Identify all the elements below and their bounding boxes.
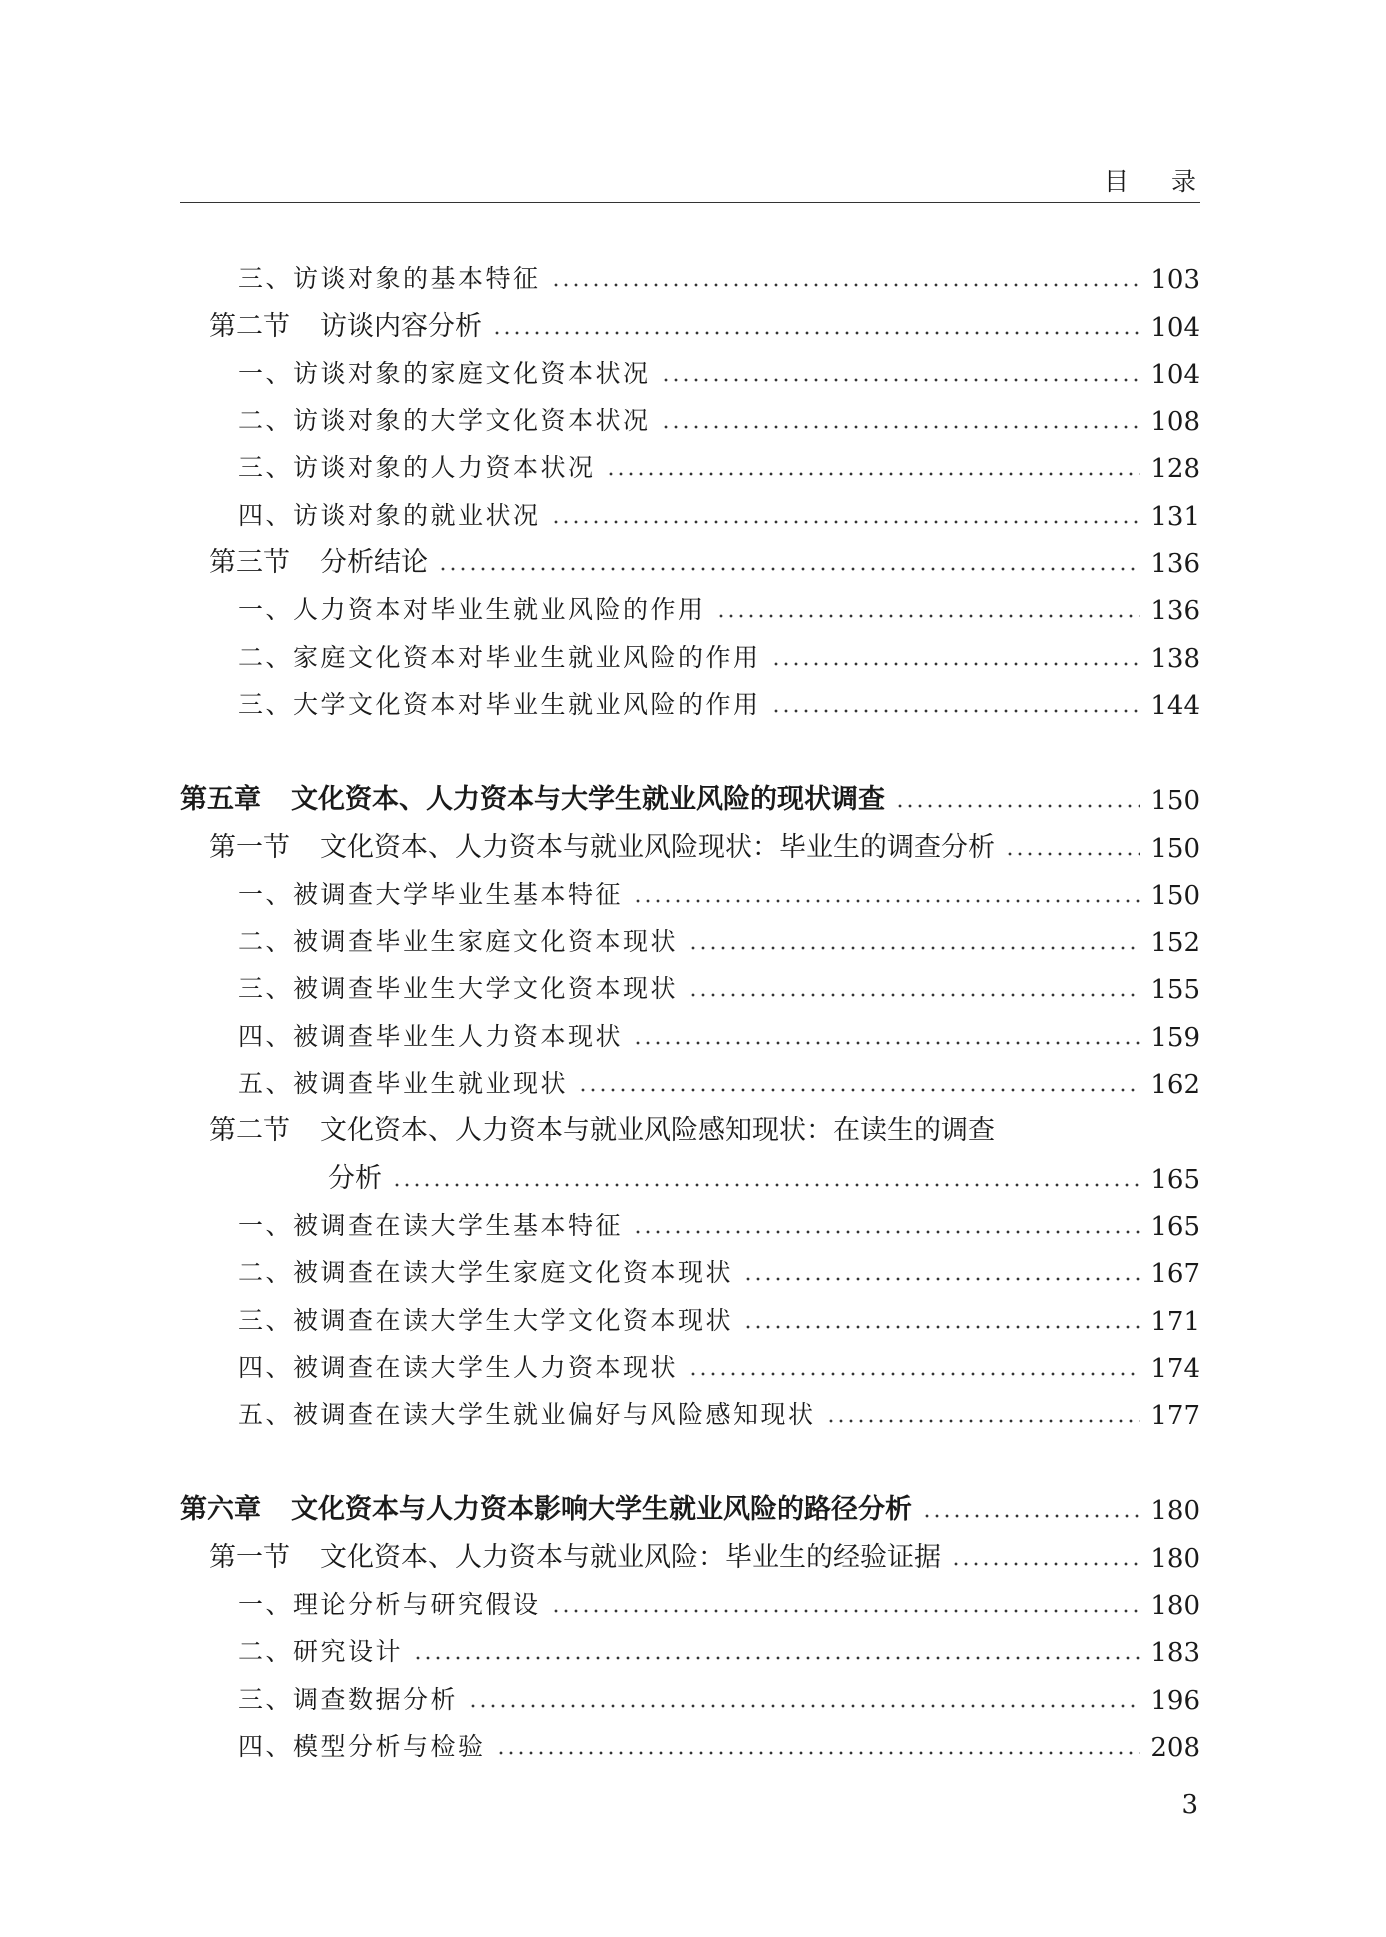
leader-dots [468, 1704, 1140, 1708]
leader-dots [826, 1419, 1141, 1423]
toc-section-number: 第一节 [209, 831, 290, 863]
toc-page-number: 180 [1150, 1591, 1200, 1622]
toc-page-number: 183 [1150, 1638, 1200, 1669]
toc-chapter-entry [180, 1479, 1200, 1526]
toc-entry-title: 文化资本与人力资本影响大学生就业风险的路径分析 [291, 1494, 912, 1526]
toc-entry-label [209, 304, 482, 343]
toc-section-entry [180, 1100, 1200, 1147]
toc-entry-label [180, 1487, 912, 1526]
toc-entry-title: 文化资本、人力资本与就业风险感知现状：在读生的调查 [320, 1115, 995, 1147]
toc-entry-title: 五、被调查在读大学生就业偏好与风险感知现状 [238, 1400, 816, 1430]
toc-entry-title: 三、访谈对象的基本特征 [238, 264, 541, 294]
toc-item-entry [180, 626, 1200, 673]
toc-page-number: 128 [1150, 454, 1200, 485]
toc-item-entry [180, 1621, 1200, 1668]
leader-dots [413, 1656, 1140, 1660]
leader-dots [496, 1751, 1141, 1755]
toc-section-entry [180, 816, 1200, 863]
toc-entry-title: 四、被调查毕业生人力资本现状 [238, 1021, 624, 1051]
toc-item-entry [180, 1289, 1200, 1336]
toc-page-number: 108 [1150, 407, 1200, 438]
toc-entry-title: 一、访谈对象的家庭文化资本状况 [238, 358, 651, 388]
toc-item-entry [180, 484, 1200, 531]
toc-page-number: 196 [1150, 1685, 1200, 1716]
toc-page-number: 104 [1150, 359, 1200, 390]
toc-chapter-entry [180, 769, 1200, 816]
table-of-contents [180, 248, 1200, 1763]
toc-page-number: 136 [1150, 549, 1200, 580]
toc-page-number: 138 [1150, 643, 1200, 674]
page-number: 3 [1181, 1790, 1198, 1820]
leader-dots [951, 1562, 1140, 1566]
leader-dots [716, 614, 1141, 618]
toc-entry-title: 二、访谈对象的大学文化资本状况 [238, 406, 651, 436]
toc-chapter-number: 第五章 [180, 784, 261, 816]
chapter-gap [180, 721, 1200, 769]
toc-entry-title: 一、人力资本对毕业生就业风险的作用 [238, 595, 706, 625]
toc-section-number: 第二节 [209, 310, 290, 342]
toc-item-entry [180, 1337, 1200, 1384]
toc-item-entry [180, 958, 1200, 1005]
toc-entry-title: 二、研究设计 [238, 1637, 404, 1667]
running-header-title: 目录 [1103, 167, 1238, 196]
toc-item-entry [180, 674, 1200, 721]
leader-dots [922, 1514, 1140, 1518]
toc-entry-label [209, 1108, 995, 1147]
toc-entry-title: 一、被调查在读大学生基本特征 [238, 1210, 624, 1240]
toc-page-number: 152 [1150, 928, 1200, 959]
toc-item-entry [180, 1005, 1200, 1052]
leader-dots [688, 993, 1140, 997]
toc-entry-title: 二、家庭文化资本对毕业生就业风险的作用 [238, 642, 761, 672]
toc-page-number: 177 [1150, 1401, 1200, 1432]
toc-entry-title: 二、被调查毕业生家庭文化资本现状 [238, 927, 679, 957]
toc-item-entry [180, 864, 1200, 911]
toc-page-number: 171 [1150, 1306, 1200, 1337]
leader-dots [688, 946, 1140, 950]
toc-entry-title: 三、大学文化资本对毕业生就业风险的作用 [238, 689, 761, 719]
toc-entry-title: 文化资本、人力资本与就业风险：毕业生的经验证据 [320, 1541, 941, 1573]
running-header [180, 158, 1238, 203]
chapter-gap [180, 1431, 1200, 1479]
toc-item-entry [180, 911, 1200, 958]
leader-dots [743, 1325, 1140, 1329]
toc-page-number: 167 [1150, 1259, 1200, 1290]
leader-dots [895, 804, 1140, 808]
toc-item-entry [180, 437, 1200, 484]
toc-entry-title: 文化资本、人力资本与大学生就业风险的现状调查 [291, 784, 885, 816]
leader-dots [771, 662, 1141, 666]
toc-entry-title: 四、被调查在读大学生人力资本现状 [238, 1352, 679, 1382]
toc-entry-title: 三、访谈对象的人力资本状况 [238, 453, 596, 483]
toc-page-number: 165 [1150, 1164, 1200, 1195]
toc-item-entry [180, 1716, 1200, 1763]
toc-page-number: 103 [1150, 265, 1200, 296]
toc-item-entry [180, 1195, 1200, 1242]
toc-entry-label [209, 540, 428, 579]
toc-page-number: 162 [1150, 1070, 1200, 1101]
toc-page-number: 150 [1150, 880, 1200, 911]
leader-dots [661, 378, 1141, 382]
toc-page-number: 180 [1150, 1496, 1200, 1527]
leader-dots [688, 1372, 1140, 1376]
leader-dots [492, 331, 1140, 335]
toc-section-entry [180, 532, 1200, 579]
toc-page-number: 150 [1150, 786, 1200, 817]
toc-page-number: 174 [1150, 1353, 1200, 1384]
toc-entry-title: 访谈内容分析 [320, 310, 482, 342]
leader-dots [633, 1041, 1140, 1045]
toc-entry-title: 五、被调查毕业生就业现状 [238, 1069, 569, 1099]
leader-dots [438, 567, 1140, 571]
leader-dots [1005, 852, 1140, 856]
toc-entry-title: 二、被调查在读大学生家庭文化资本现状 [238, 1258, 734, 1288]
leader-dots [606, 472, 1141, 476]
toc-item-entry [180, 248, 1200, 295]
toc-item-entry [180, 1384, 1200, 1431]
toc-entry-title: 四、访谈对象的就业状况 [238, 500, 541, 530]
leader-dots [578, 1088, 1140, 1092]
leader-dots [771, 709, 1141, 713]
toc-page-number: 131 [1150, 501, 1200, 532]
leader-dots [551, 520, 1141, 524]
toc-entry-title: 一、理论分析与研究假设 [238, 1590, 541, 1620]
toc-page-number: 136 [1150, 596, 1200, 627]
toc-page-number: 165 [1150, 1211, 1200, 1242]
toc-entry-title: 分析结论 [320, 547, 428, 579]
leader-dots [743, 1277, 1140, 1281]
toc-page-number: 104 [1150, 312, 1200, 343]
toc-entry-title: 文化资本、人力资本与就业风险现状：毕业生的调查分析 [320, 831, 995, 863]
toc-entry-title: 三、调查数据分析 [238, 1684, 459, 1714]
toc-entry-title-continuation: 分析 [328, 1162, 382, 1194]
toc-page-number: 150 [1150, 833, 1200, 864]
toc-entry-title: 三、被调查毕业生大学文化资本现状 [238, 974, 679, 1004]
toc-entry-label [209, 1535, 941, 1574]
toc-entry-title: 一、被调查大学毕业生基本特征 [238, 879, 624, 909]
toc-item-entry [180, 1574, 1200, 1621]
leader-dots [633, 1230, 1140, 1234]
toc-entry-title: 三、被调查在读大学生大学文化资本现状 [238, 1305, 734, 1335]
toc-entry-title: 四、模型分析与检验 [238, 1731, 486, 1761]
leader-dots [392, 1183, 1140, 1187]
toc-page-number: 155 [1150, 975, 1200, 1006]
toc-item-entry [180, 1668, 1200, 1715]
leader-dots [551, 1609, 1141, 1613]
toc-item-entry [180, 1242, 1200, 1289]
toc-item-entry [180, 390, 1200, 437]
toc-entry-label [209, 825, 995, 864]
toc-page-number: 208 [1150, 1732, 1200, 1763]
toc-section-entry-continuation [180, 1147, 1200, 1194]
toc-section-number: 第二节 [209, 1115, 290, 1147]
toc-item-entry [180, 343, 1200, 390]
toc-page-number: 144 [1150, 690, 1200, 721]
toc-page-number: 159 [1150, 1022, 1200, 1053]
toc-page-number: 180 [1150, 1543, 1200, 1574]
toc-entry-label [180, 777, 885, 816]
leader-dots [551, 283, 1141, 287]
toc-item-entry [180, 579, 1200, 626]
toc-chapter-number: 第六章 [180, 1494, 261, 1526]
toc-section-entry [180, 1526, 1200, 1573]
toc-section-number: 第三节 [209, 547, 290, 579]
toc-section-number: 第一节 [209, 1541, 290, 1573]
leader-dots [633, 899, 1140, 903]
toc-section-entry [180, 295, 1200, 342]
leader-dots [661, 425, 1141, 429]
toc-item-entry [180, 1053, 1200, 1100]
